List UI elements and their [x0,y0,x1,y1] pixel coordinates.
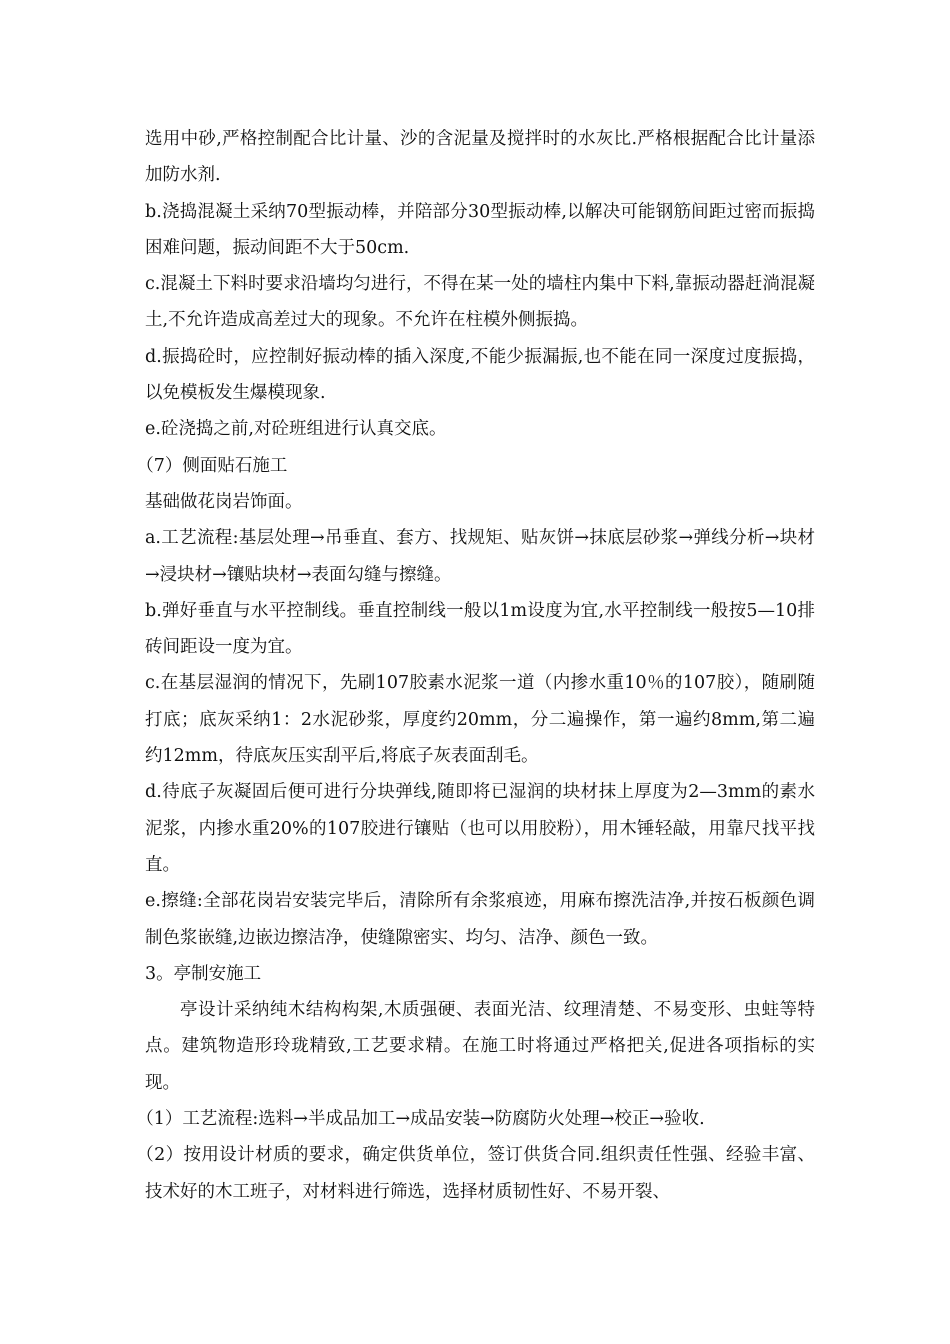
section-heading-pavilion: 3。亭制安施工 [145,963,262,984]
paragraph-vibrator-b: b.浇捣混凝土采纳70型振动棒，并陪部分30型振动棒,以解决可能钢筋间距过密而振捣困难问题，振动间距不大于50cm. [145,201,815,258]
paragraph-briefing-e: e.砼浇捣之前,对砼班组进行认真交底。 [145,419,447,440]
paragraph-pouring-c: c.混凝土下料时要求沿墙均匀进行，不得在某一处的墙柱内集中下料,靠振动器赶淌混凝土,不允许造成高差过大的现象。不允许在柱模外侧振捣。 [145,274,815,331]
section-heading-stone-facing: （7）侧面贴石施工 [136,455,288,476]
paragraph-pavilion-material-2: （2）按用设计材质的要求，确定供货单位，签订供货合同.组织责任性强、经验丰富、技术好的木工班子，对材料进行筛选，选择材质韧性好、不易开裂、 [136,1145,815,1202]
paragraph-process-a: a.工艺流程:基层处理→吊垂直、套方、找规矩、贴灰饼→抹底层砂浆→弹线分析→块材→浸块材→镶贴块材→表面勾缝与擦缝。 [145,528,815,585]
paragraph-base-coat-c: c.在基层湿润的情况下，先刷107胶素水泥浆一道（内掺水重10％的107胶），随刷随打底；底灰采纳1：2水泥砂浆，厚度约20mm，分二遍操作，第一遍约8mm,第二遍约12mm，待底灰压实刮平后,将底子灰表面刮毛。 [145,673,815,767]
paragraph-control-lines-b: b.弹好垂直与水平控制线。垂直控制线一般以1m设度为宜,水平控制线一般按5—10排砖间距设一度为宜。 [145,600,815,658]
paragraph-pavilion-intro: 亭设计采纳纯木结构构架,木质强硬、表面光洁、纹理清楚、不易变形、虫蛀等特点。建筑物造形玲珑精致,工艺要求精。在施工时将通过严格把关,促进各项指标的实现。 [145,1000,815,1093]
paragraph-pavilion-process-1: （1）工艺流程:选料→半成品加工→成品安装→防腐防火处理→校正→验收. [136,1109,705,1130]
paragraph-granite-finish: 基础做花岗岩饰面。 [145,491,303,512]
paragraph-sand-mix: 选用中砂,严格控制配合比计量、沙的含泥量及搅拌时的水灰比.严格根据配合比计量添加防水剂. [145,129,815,186]
paragraph-tiling-d: d.待底子灰凝固后便可进行分块弹线,随即将已湿润的块材抹上厚度为2—3mm的素水泥浆，内掺水重20%的107胶进行镶贴（也可以用胶粉），用木锤轻敲，用靠尺找平找直。 [145,782,815,875]
document-body [136,121,815,1210]
paragraph-vibrating-d: d.振捣砼时，应控制好振动棒的插入深度,不能少振漏振,也不能在同一深度过度振捣，以免模板发生爆模现象. [145,346,815,404]
paragraph-grouting-e: e.擦缝:全部花岗岩安装完毕后，清除所有余浆痕迹，用麻布擦洗洁净,并按石板颜色调制色浆嵌缝,边嵌边擦洁净，使缝隙密实、均匀、洁净、颜色一致。 [145,891,815,948]
